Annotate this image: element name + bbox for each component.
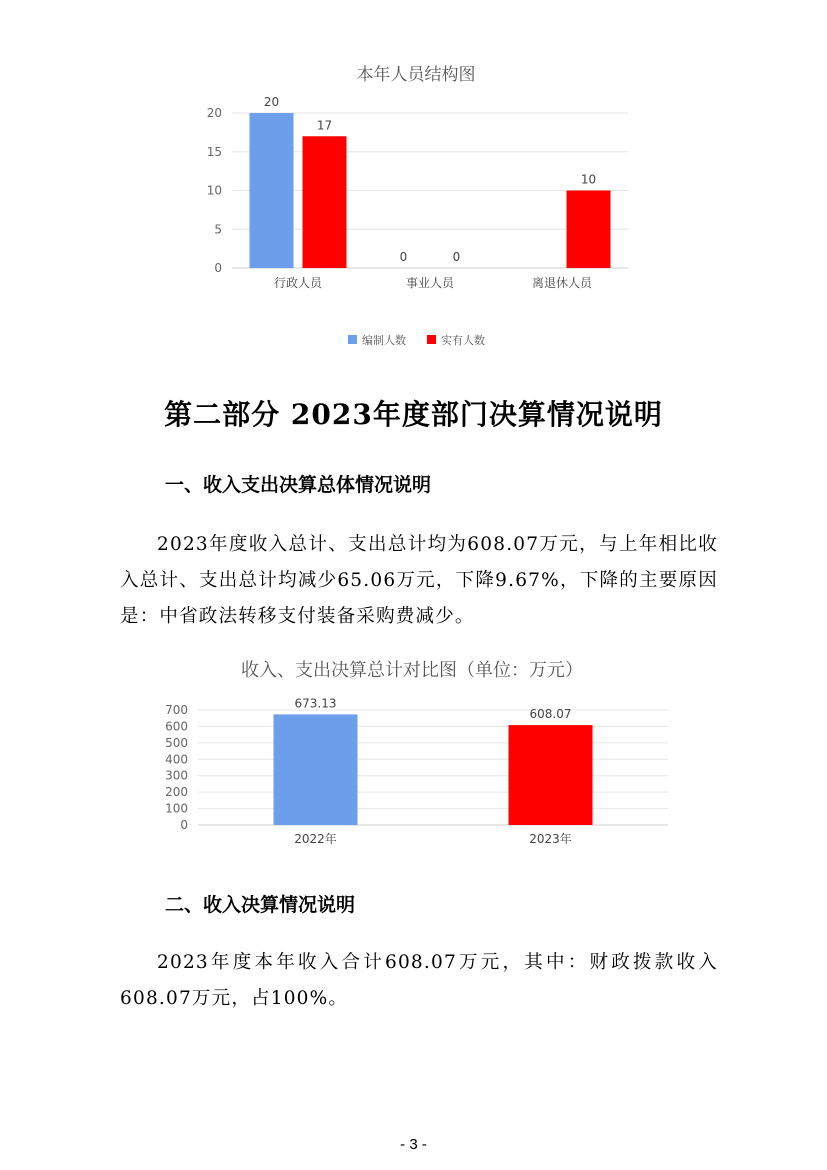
x-tick-label: 离退休人员 (531, 276, 593, 290)
data-label: 20 (263, 95, 280, 109)
y-tick-label: 5 (214, 222, 222, 237)
data-label: 10 (580, 172, 597, 187)
section-heading-1: 一、收入支出决算总体情况说明 (165, 474, 432, 496)
y-tick-label: 300 (165, 768, 188, 783)
section-paragraph-1: 2023年度收入总计、支出总计均为608.07万元，与上年相比收入总计、支出总计均减少65.06万元，下降9.67%，下降的主要原因是：中省政法转移支付装备采购费减少。 (120, 534, 718, 627)
y-tick-label: 700 (165, 703, 188, 717)
page-number: - 3 - (400, 1136, 427, 1153)
data-label: 17 (316, 118, 333, 133)
y-tick-label: 0 (180, 818, 188, 832)
data-label: 673.13 (294, 696, 337, 711)
bar (274, 714, 358, 825)
y-tick-label: 400 (165, 752, 188, 767)
chart-title: 本年人员结构图 (356, 65, 476, 85)
section-paragraph-2: 2023年度本年收入合计608.07万元，其中：财政拨款收入608.07万元，占100%。 (120, 952, 718, 1009)
section-heading-2: 二、收入决算情况说明 (165, 894, 356, 916)
part-title: 第二部分 2023年度部门决算情况说明 (164, 398, 663, 431)
data-label: 0 (452, 250, 461, 264)
y-tick-label: 20 (206, 106, 222, 120)
y-tick-label: 15 (206, 144, 222, 159)
data-label: 0 (399, 250, 408, 264)
bar (509, 725, 593, 825)
x-tick-label: 2023年 (529, 832, 572, 846)
chart-title: 收入、支出决算总计对比图（单位：万元） (241, 660, 583, 681)
legend-label: 编制人数 (362, 334, 406, 347)
legend-label: 实有人数 (441, 334, 485, 347)
y-tick-label: 10 (206, 183, 222, 198)
data-label: 608.07 (529, 707, 572, 722)
x-tick-label: 行政人员 (273, 276, 323, 290)
y-tick-label: 100 (165, 801, 188, 816)
x-tick-label: 2022年 (294, 832, 337, 846)
y-tick-label: 0 (214, 261, 222, 275)
y-tick-label: 200 (165, 785, 188, 800)
x-tick-label: 事业人员 (405, 276, 455, 290)
y-tick-label: 600 (165, 719, 188, 734)
y-tick-label: 500 (165, 735, 188, 750)
